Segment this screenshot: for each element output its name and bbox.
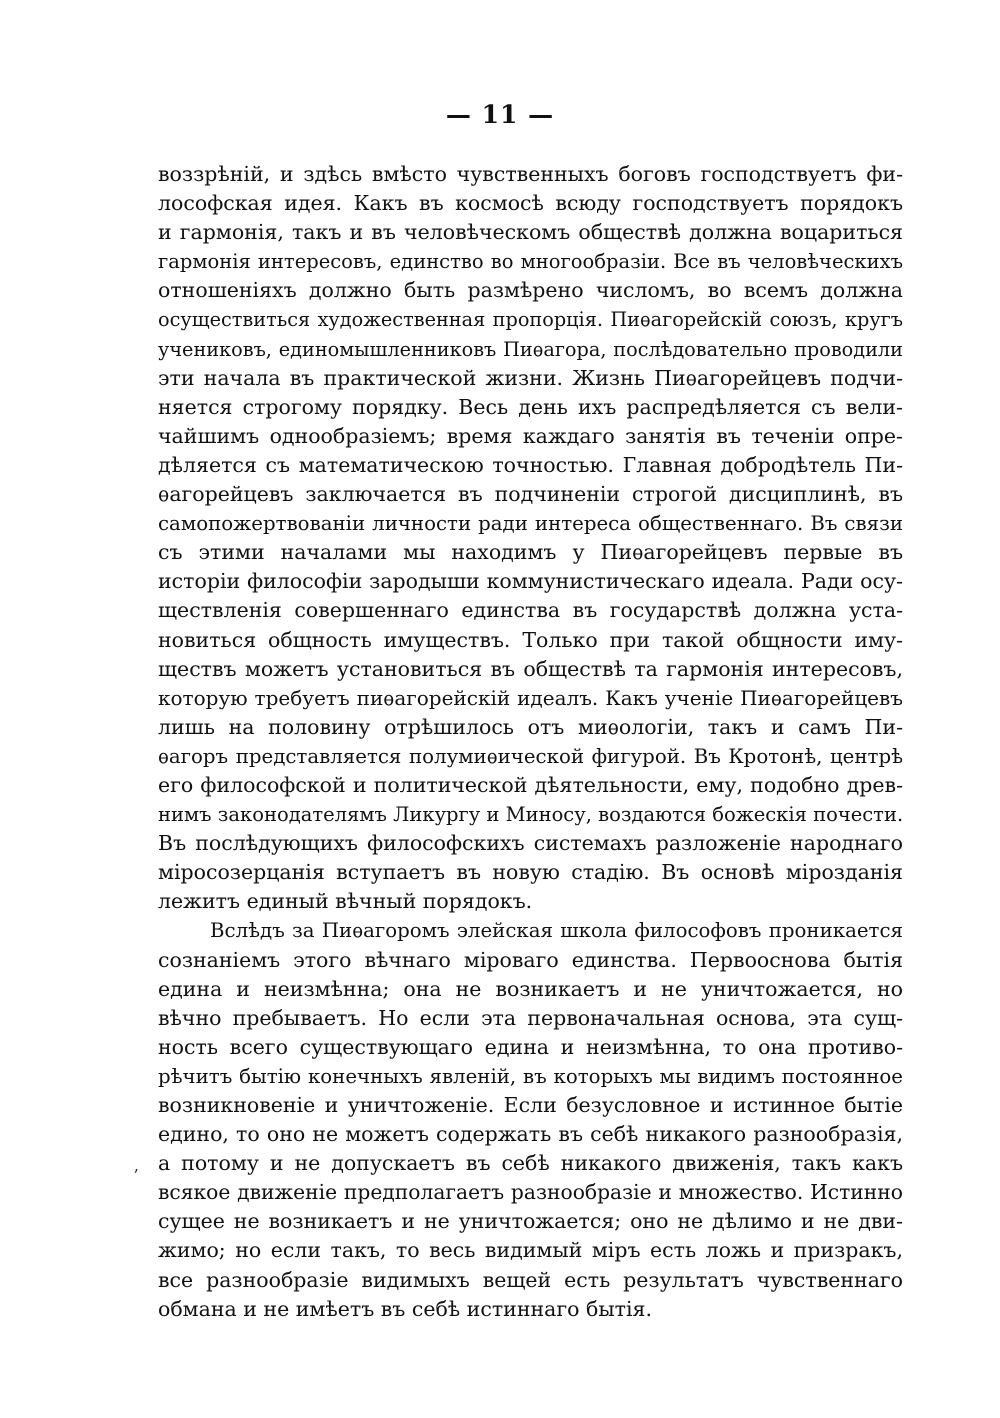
text-line: осуществиться художественная пропорція. Пиѳагорейскій союзъ, кругъ (158, 308, 903, 332)
text-line: міросозерцанія вступаетъ въ новую стадію. Въ основѣ мірозданія (158, 860, 903, 885)
text-line: гармонія интересовъ, единство во многообразіи. Все въ человѣческихъ (158, 250, 903, 274)
text-line: лософская идея. Какъ въ космосѣ всюду господствуетъ порядокъ (158, 191, 903, 216)
text-line: сущее не возникаетъ и не уничтожается; оно не дѣлимо и не дви- (158, 1209, 903, 1234)
text-line: эти начала въ практической жизни. Жизнь Пиѳагорейцевъ подчи- (158, 365, 903, 390)
text-line: ѳагорейцевъ заключается въ подчиненіи строгой дисциплинѣ, въ (158, 482, 903, 507)
text-line: ществленія совершеннаго единства въ государствѣ должна уста- (158, 598, 903, 623)
text-line: рѣчитъ бытію конечныхъ явленій, въ которыхъ мы видимъ постоянное (158, 1064, 903, 1088)
text-line: воззрѣній, и здѣсь вмѣсто чувственныхъ боговъ господствуетъ фи- (158, 162, 903, 186)
text-line: едина и неизмѣнна; она не возникаетъ и не уничтожается, но (158, 976, 903, 1001)
text-line: ществъ можетъ установиться въ обществѣ та гармонія интересовъ, (158, 656, 903, 681)
text-line: исторіи философіи зародыши коммунистическаго идеала. Ради осу- (158, 569, 903, 594)
text-line: учениковъ, единомышленниковъ Пиѳагора, послѣдовательно проводили (158, 337, 903, 361)
text-line: отношеніяхъ должно быть размѣрено числомъ, во всемъ должна (158, 278, 903, 303)
text-line: лежитъ единый вѣчный порядокъ. (158, 889, 533, 914)
text-line: сознаніемъ этого вѣчнаго міроваго единства. Первооснова бытія (158, 947, 903, 972)
text-line: нимъ законодателямъ Ликургу и Миносу, воздаются божескія почести. (158, 803, 904, 827)
text-line: лишь на половину отрѣшилось отъ миѳологіи, такъ и самъ Пи- (158, 714, 903, 739)
text-line: возникновеніе и уничтоженіе. Если безусловное и истинное бытіе (158, 1093, 903, 1117)
text-line: обмана и не имѣетъ въ себѣ истиннаго бытія. (158, 1296, 652, 1321)
text-line: няется строгому порядку. Весь день ихъ распредѣляется съ вели- (158, 394, 903, 419)
paragraph-1 (158, 160, 903, 916)
body-text (158, 160, 903, 1324)
text-line: чайшимъ однообразіемъ; время каждаго занятія въ теченіи опре- (158, 423, 903, 448)
margin-mark: ʼ (133, 1166, 139, 1185)
text-line: вѣчно пребываетъ. Но если эта первоначальная основа, эта сущ- (158, 1005, 903, 1030)
text-line: Въ послѣдующихъ философскихъ системахъ разложеніе народнаго (158, 831, 903, 856)
text-line: всякое движеніе предполагаетъ разнообразіе и множество. Истинно (158, 1180, 903, 1205)
text-line: съ этими началами мы находимъ у Пиѳагорейцевъ первые въ (158, 540, 903, 565)
text-line: Вслѣдъ за Пиѳагоромъ элейская школа философовъ проникается (210, 919, 903, 943)
text-line: ность всего существующаго едина и неизмѣнна, то она противо- (158, 1034, 903, 1059)
text-line: которую требуетъ пиѳагорейскій идеалъ. Какъ ученіе Пиѳагорейцевъ (158, 685, 903, 710)
text-line: самопожертвованіи личности ради интереса общественнаго. Въ связи (158, 512, 903, 536)
text-line: все разнообразіе видимыхъ вещей есть результатъ чувственнаго (158, 1267, 903, 1292)
text-line: а потому и не допускаетъ въ себѣ никакого движенія, такъ какъ (158, 1151, 903, 1176)
text-line: его философской и политической дѣятельности, ему, подобно древ- (158, 772, 903, 797)
text-line: новиться общность имуществъ. Только при такой общности иму- (158, 627, 903, 652)
page-number: — 11 — (445, 100, 555, 129)
paragraph-2 (158, 916, 903, 1323)
text-line: и гармонія, такъ и въ человѣческомъ обществѣ должна воцариться (158, 220, 903, 245)
text-line: жимо; но если такъ, то весь видимый міръ есть ложь и призракъ, (158, 1238, 903, 1263)
text-line: дѣляется съ математическою точностью. Главная добродѣтель Пи- (158, 452, 903, 477)
text-line: едино, то оно не можетъ содержать въ себѣ никакого разнообразія, (158, 1122, 903, 1147)
text-line: ѳагоръ представляется полумиѳической фигурой. Въ Кротонѣ, центрѣ (158, 744, 903, 768)
